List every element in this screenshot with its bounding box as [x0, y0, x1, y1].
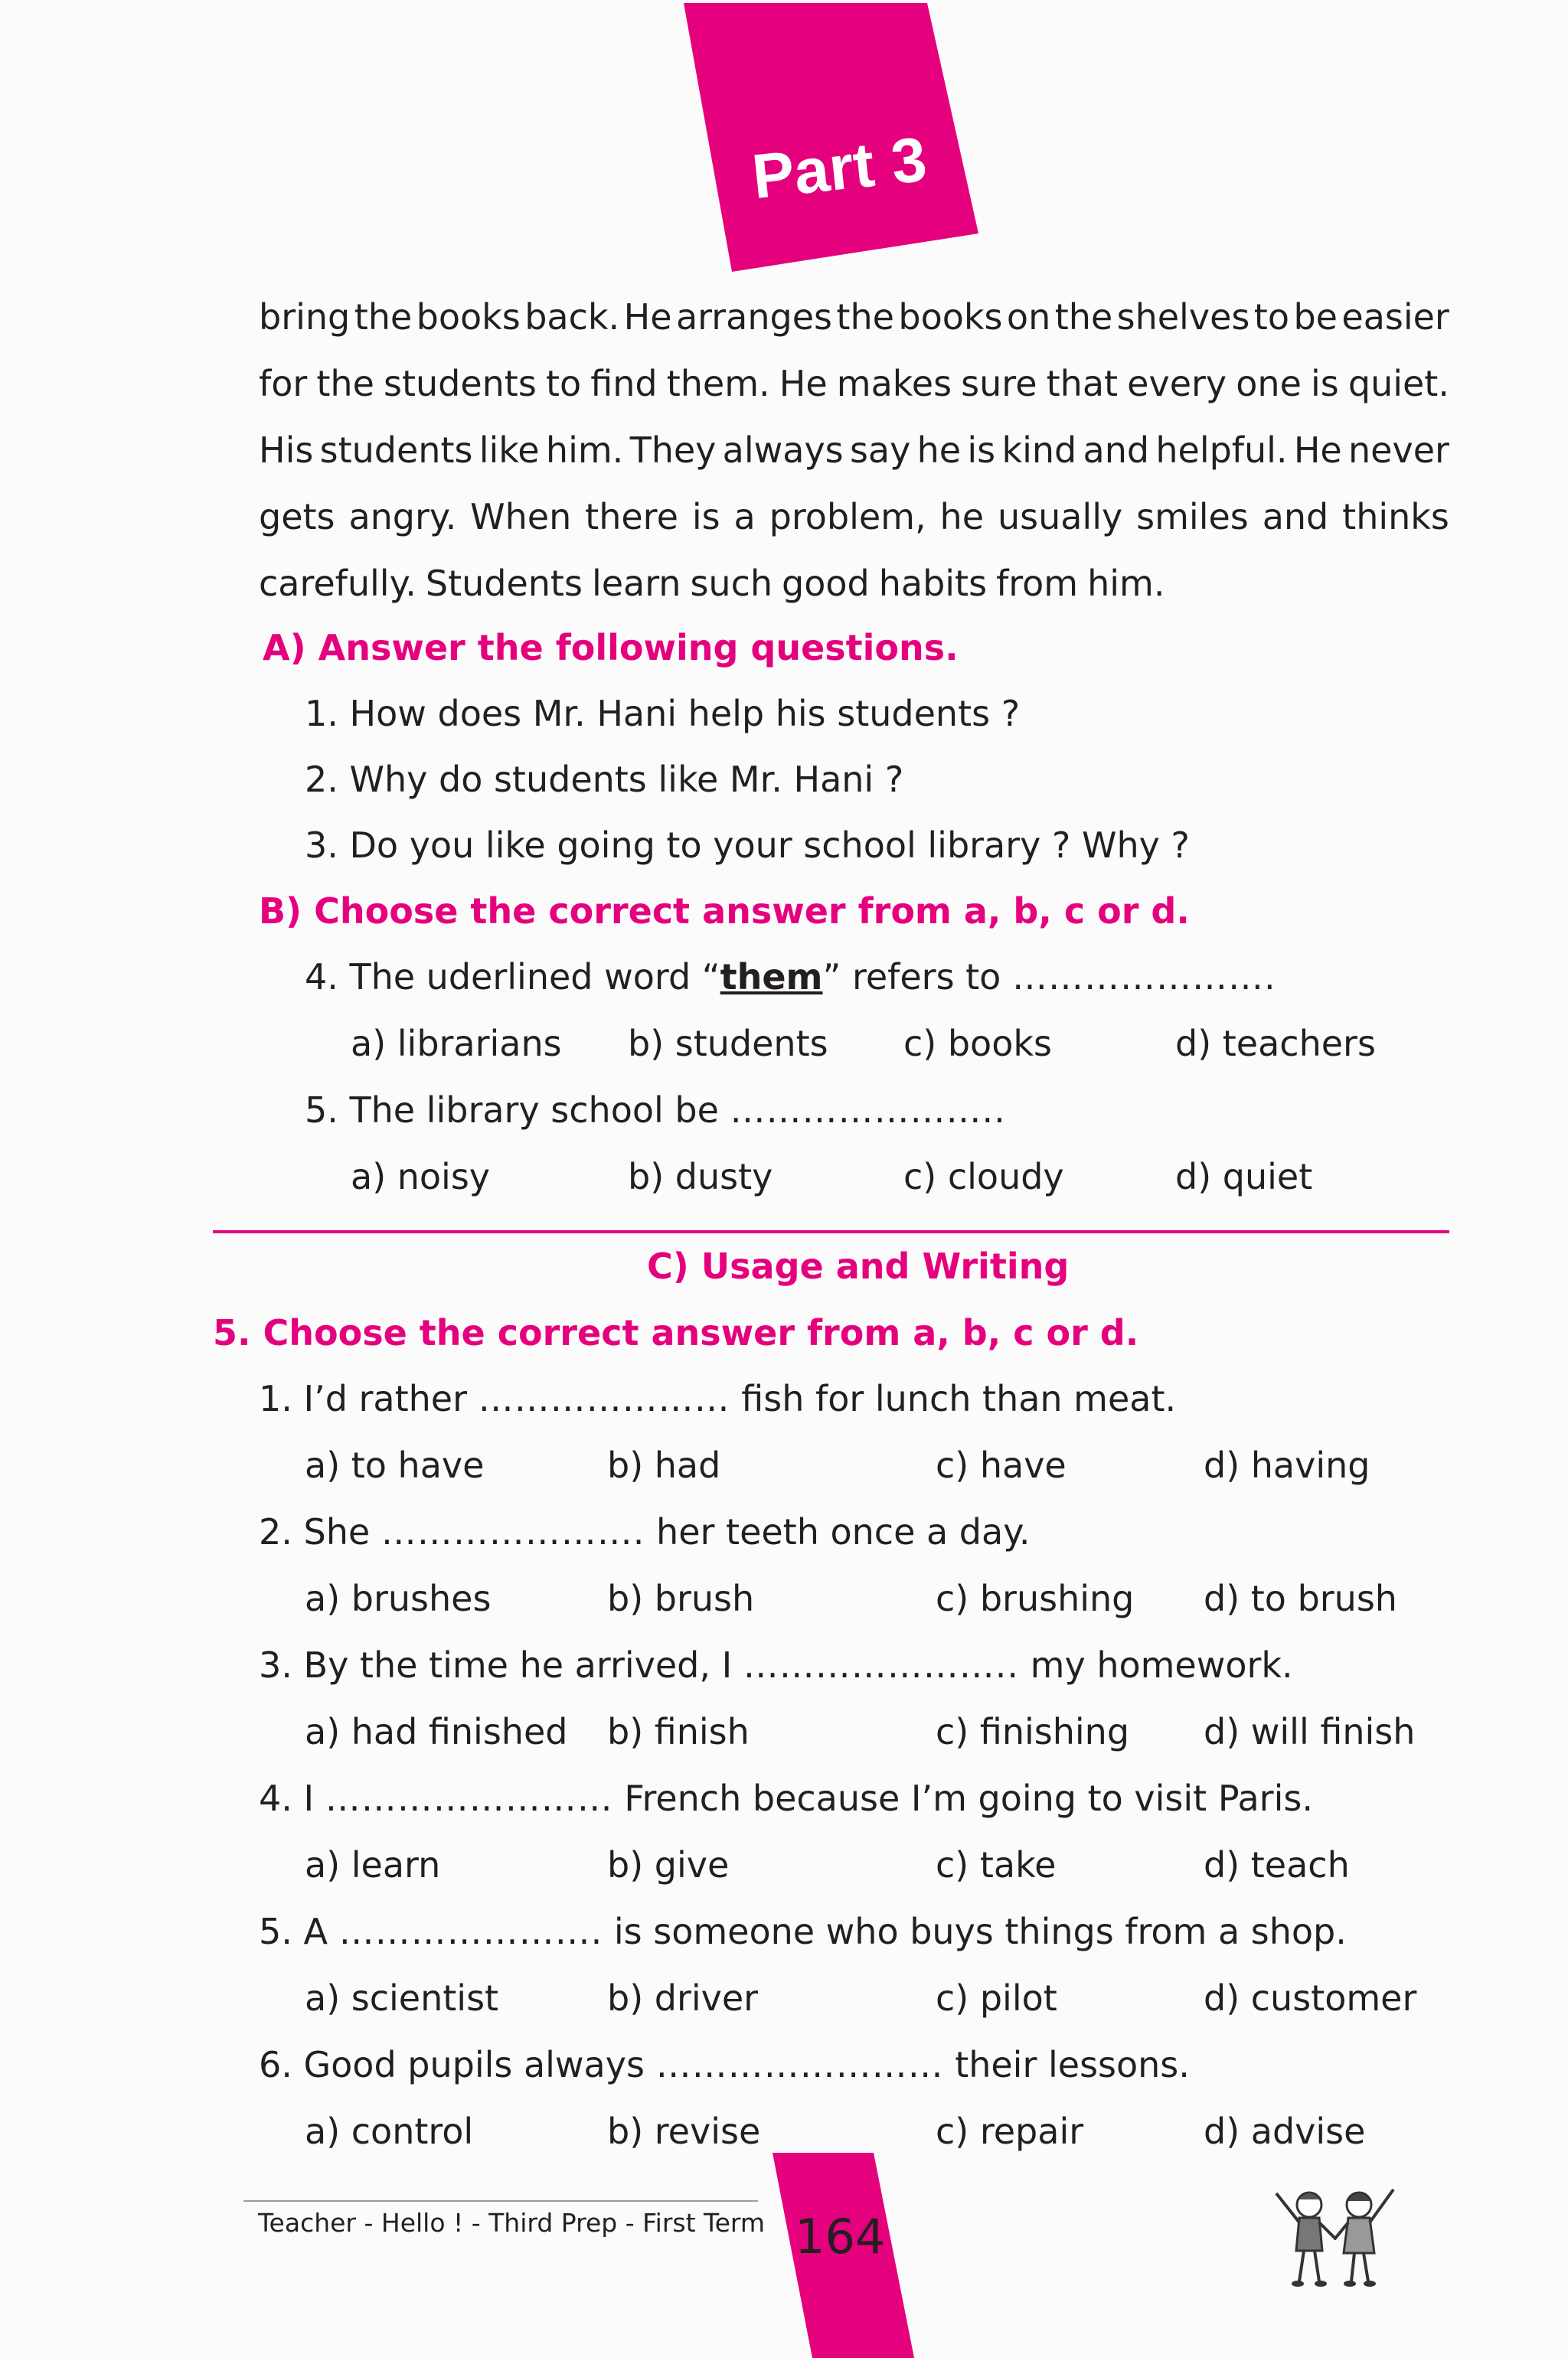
passage-word: kind	[1001, 429, 1077, 471]
underlined-word: them	[720, 956, 823, 998]
question-text: 2. She	[259, 1511, 371, 1553]
usage-q2-option-d: d) to brush	[1204, 1578, 1397, 1619]
passage-word: to	[545, 363, 582, 404]
passage-word: sure	[961, 363, 1037, 404]
usage-question-4	[259, 1775, 1313, 1821]
passage-word: one	[1236, 363, 1302, 404]
usage-q6-option-d: d) advise	[1204, 2111, 1366, 2152]
usage-question-2	[259, 1509, 1030, 1555]
passage-word: learn	[591, 563, 681, 604]
passage-word: him.	[545, 429, 624, 471]
usage-q5-option-b: b) driver	[607, 1977, 759, 2019]
question-text: 1. I’d rather	[259, 1378, 468, 1419]
passage-word: makes	[836, 363, 952, 404]
question-4	[305, 954, 1276, 1000]
passage-word: and	[1083, 429, 1150, 471]
passage-word: shelves	[1116, 296, 1250, 338]
passage-word: that	[1046, 363, 1119, 404]
passage-word: usually	[997, 496, 1123, 537]
answer-blank: ………………….	[381, 1511, 645, 1553]
children-illustration	[1267, 2178, 1401, 2293]
q4-option-a: a) librarians	[351, 1023, 562, 1064]
passage-word: thinks	[1342, 496, 1449, 537]
question-2: 2. Why do students like Mr. Hani ?	[305, 759, 904, 800]
q4-option-c: c) books	[903, 1023, 1052, 1064]
usage-q1-option-b: b) had	[607, 1445, 721, 1486]
usage-question-6	[259, 2042, 1190, 2088]
section-c-heading: C) Usage and Writing	[647, 1246, 1070, 1287]
passage-word: to	[1253, 296, 1289, 338]
question-text: 3. By the time he arrived, I	[259, 1644, 733, 1686]
passage-word: is	[1311, 363, 1339, 404]
usage-q2-option-c: c) brushing	[936, 1578, 1135, 1619]
usage-q4-option-d: d) teach	[1204, 1844, 1350, 1886]
passage-word: When	[470, 496, 572, 537]
footer-rule	[243, 2200, 758, 2202]
q4-option-b: b) students	[628, 1023, 828, 1064]
passage-word: them.	[666, 363, 770, 404]
passage-word: from	[996, 563, 1079, 604]
passage-word: the	[316, 363, 374, 404]
usage-q2-option-a: a) brushes	[305, 1578, 492, 1619]
question-text: her teeth once a day.	[656, 1511, 1031, 1553]
passage-line	[259, 294, 1449, 340]
usage-q5-option-c: c) pilot	[936, 1977, 1057, 2019]
answer-blank: ………………….	[338, 1911, 603, 1952]
answer-blank: …………………..	[743, 1644, 1020, 1686]
passage-word: there	[585, 496, 678, 537]
question-4-prefix: 4. The uderlined word “	[305, 956, 720, 998]
passage-word: such	[690, 563, 773, 604]
passage-word: He	[1293, 429, 1342, 471]
passage-word: he	[939, 496, 985, 537]
passage-word: carefully.	[259, 563, 416, 604]
usage-question-1	[259, 1376, 1176, 1422]
q5-option-b: b) dusty	[628, 1156, 773, 1197]
book-title: Teacher - Hello ! - Third Prep - First Term	[258, 2208, 766, 2238]
passage-word: is	[691, 496, 720, 537]
passage-word: good	[782, 563, 870, 604]
passage-word: students	[384, 363, 537, 404]
passage-word: like	[479, 429, 540, 471]
usage-q6-option-a: a) control	[305, 2111, 474, 2152]
answer-blank: ………………….	[1011, 956, 1276, 998]
passage-word: helpful.	[1155, 429, 1288, 471]
passage-word: He	[779, 363, 828, 404]
answer-blank: ……………………	[325, 1778, 613, 1819]
passage-word: back.	[524, 296, 620, 338]
passage-word: smiles	[1136, 496, 1249, 537]
passage-word: He	[623, 296, 672, 338]
question-1: 1. How does Mr. Hani help his students ?	[305, 693, 1021, 734]
q5-option-c: c) cloudy	[903, 1156, 1064, 1197]
passage-line	[259, 427, 1449, 473]
question-text: fish for lunch than meat.	[741, 1378, 1177, 1419]
passage-word: is	[967, 429, 996, 471]
question-4-suffix: ” refers to	[822, 956, 1001, 998]
usage-q1-option-c: c) have	[936, 1445, 1067, 1486]
passage-word: every	[1127, 363, 1227, 404]
usage-question-3	[259, 1642, 1293, 1688]
usage-q6-option-c: c) repair	[936, 2111, 1084, 2152]
passage-word: arranges	[675, 296, 832, 338]
usage-q6-option-b: b) revise	[607, 2111, 761, 2152]
q4-option-d: d) teachers	[1175, 1023, 1376, 1064]
answer-blank: …………………	[478, 1378, 730, 1419]
passage-word: never	[1348, 429, 1449, 471]
question-text: my homework.	[1030, 1644, 1293, 1686]
usage-q5-option-a: a) scientist	[305, 1977, 499, 2019]
question-5	[305, 1087, 1006, 1133]
passage-word: easier	[1341, 296, 1449, 338]
passage-line	[259, 560, 1449, 606]
passage-word: books	[898, 296, 1003, 338]
usage-q1-option-a: a) to have	[305, 1445, 485, 1486]
question-5-prefix: 5. The library school be	[305, 1089, 719, 1131]
passage-word: be	[1293, 296, 1338, 338]
passage-word: Students	[425, 563, 583, 604]
usage-q2-option-b: b) brush	[607, 1578, 755, 1619]
usage-q4-option-b: b) give	[607, 1844, 730, 1886]
passage-word: say	[849, 429, 911, 471]
passage-word: His	[259, 429, 314, 471]
usage-q4-option-a: a) learn	[305, 1844, 441, 1886]
passage-line	[259, 494, 1449, 540]
passage-word: he	[916, 429, 962, 471]
part-title: Part 3	[749, 124, 930, 213]
passage-word: the	[354, 296, 413, 338]
usage-q5-option-d: d) customer	[1204, 1977, 1417, 2019]
passage-word: gets	[259, 496, 335, 537]
passage-word: and	[1262, 496, 1329, 537]
section-divider	[213, 1230, 1449, 1233]
passage-word: a	[733, 496, 756, 537]
question-text: French because I’m going to visit Paris.	[624, 1778, 1313, 1819]
question-text: 5. A	[259, 1911, 328, 1952]
passage-word: always	[722, 429, 844, 471]
passage-word: books	[416, 296, 521, 338]
passage-word: the	[1054, 296, 1113, 338]
passage-word: problem,	[769, 496, 926, 537]
section-b-heading: B) Choose the correct answer from a, b, c or d.	[259, 890, 1190, 932]
q5-option-d: d) quiet	[1175, 1156, 1313, 1197]
usage-q1-option-d: d) having	[1204, 1445, 1370, 1486]
usage-question-5	[259, 1909, 1347, 1954]
section-a-heading: A) Answer the following questions.	[263, 627, 959, 668]
passage-word: the	[836, 296, 894, 338]
answer-blank: ……………………	[655, 2044, 944, 2085]
passage-word: bring	[259, 296, 351, 338]
passage-word: students	[319, 429, 473, 471]
passage-word: quiet.	[1348, 363, 1449, 404]
answer-blank: …………………..	[730, 1089, 1006, 1131]
usage-q3-option-c: c) finishing	[936, 1711, 1130, 1752]
exercise-heading: 5. Choose the correct answer from a, b, c or d.	[213, 1312, 1139, 1354]
passage-word: habits	[878, 563, 988, 604]
page-number: 164	[795, 2209, 886, 2265]
usage-q3-option-b: b) finish	[607, 1711, 750, 1752]
q5-option-a: a) noisy	[351, 1156, 491, 1197]
passage-line	[259, 361, 1449, 407]
passage-word: find	[590, 363, 658, 404]
question-text: is someone who buys things from a shop.	[613, 1911, 1347, 1952]
passage-word: angry.	[348, 496, 457, 537]
usage-q3-option-d: d) will finish	[1204, 1711, 1416, 1752]
question-text: their lessons.	[955, 2044, 1190, 2085]
usage-q3-option-a: a) had finished	[305, 1711, 568, 1752]
passage-word: They	[629, 429, 717, 471]
question-3: 3. Do you like going to your school library ? Why ?	[305, 825, 1190, 866]
question-text: 6. Good pupils always	[259, 2044, 645, 2085]
question-text: 4. I	[259, 1778, 315, 1819]
passage-word: for	[259, 363, 308, 404]
passage-word: on	[1006, 296, 1051, 338]
usage-q4-option-c: c) take	[936, 1844, 1057, 1886]
passage-word: him.	[1087, 563, 1165, 604]
